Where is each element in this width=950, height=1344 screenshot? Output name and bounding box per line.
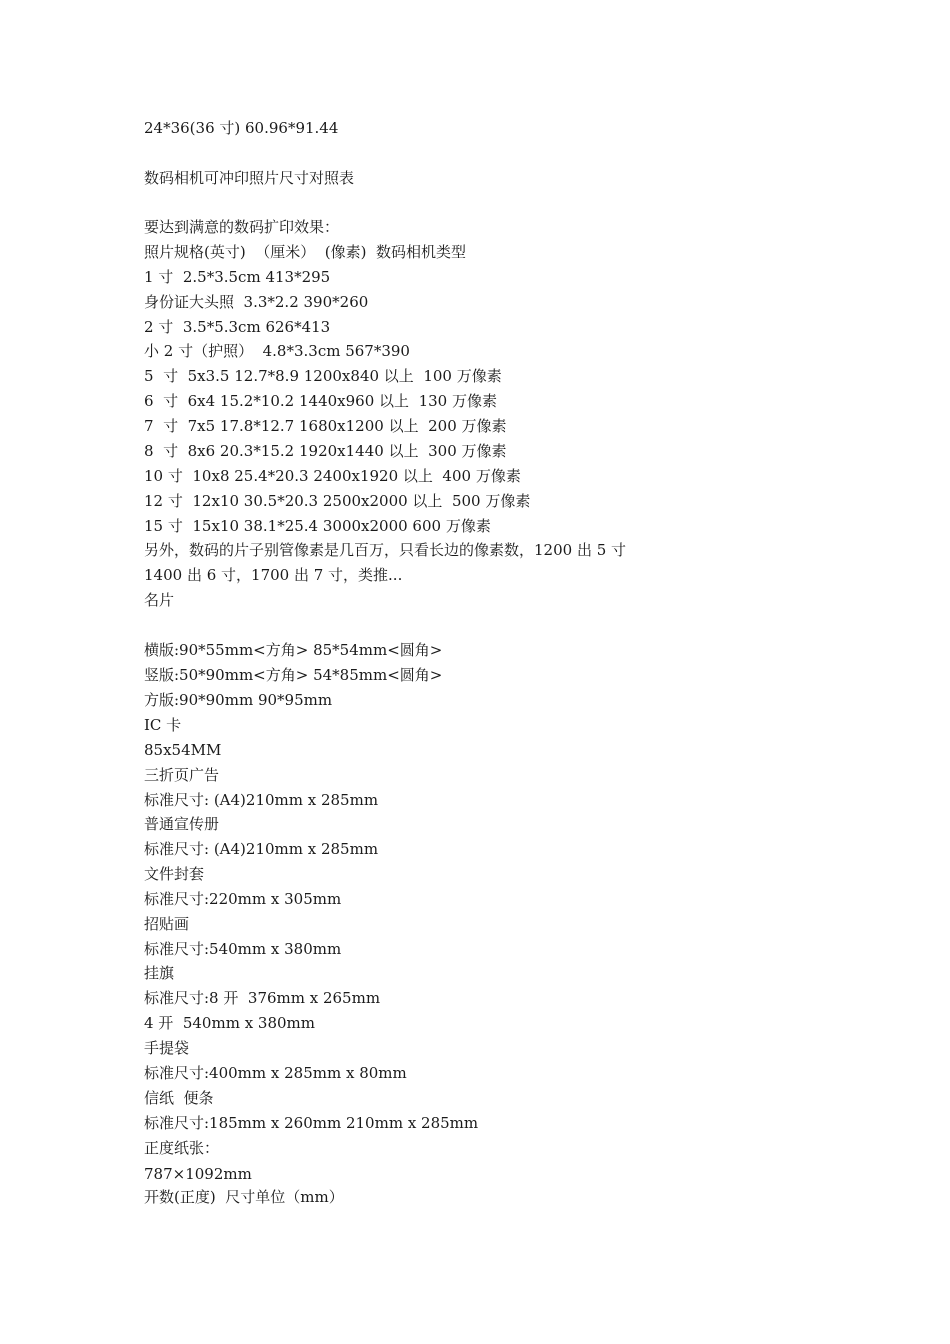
text-line: 开数(正度) 尺寸单位（mm） <box>144 1188 344 1206</box>
text-line: 另外，数码的片子别管像素是几百万，只看长边的像素数，1200 出 5 寸 <box>144 541 627 559</box>
text-line: 85x54MM <box>144 741 222 759</box>
text-line: IC 卡 <box>144 716 182 734</box>
text-line: 信纸 便条 <box>144 1089 214 1107</box>
text-line: 标准尺寸: (A4)210mm x 285mm <box>144 840 379 858</box>
text-line: 挂旗 <box>144 964 175 982</box>
text-line: 竖版:50*90mm<方角> 54*85mm<圆角> <box>144 666 443 684</box>
text-line: 标准尺寸:400mm x 285mm x 80mm <box>144 1064 407 1082</box>
text-line: 照片规格(英寸) （厘米） (像素) 数码相机类型 <box>144 243 467 261</box>
text-line: 6 寸 6x4 15.2*10.2 1440x960 以上 130 万像素 <box>144 392 497 410</box>
text-line: 方版:90*90mm 90*95mm <box>144 691 333 709</box>
text-line: 7 寸 7x5 17.8*12.7 1680x1200 以上 200 万像素 <box>144 417 507 435</box>
text-line: 横版:90*55mm<方角> 85*54mm<圆角> <box>144 641 443 659</box>
text-line: 手提袋 <box>144 1039 190 1057</box>
text-line: 2 寸 3.5*5.3cm 626*413 <box>144 318 331 336</box>
text-line: 标准尺寸:8 开 376mm x 265mm <box>144 989 381 1007</box>
text-line: 三折页广告 <box>144 766 220 784</box>
text-line: 15 寸 15x10 38.1*25.4 3000x2000 600 万像素 <box>144 517 491 535</box>
text-line: 4 开 540mm x 380mm <box>144 1014 315 1032</box>
text-line: 787×1092mm <box>144 1165 252 1183</box>
text-line: 身份证大头照 3.3*2.2 390*260 <box>144 293 369 311</box>
text-line: 10 寸 10x8 25.4*20.3 2400x1920 以上 400 万像素 <box>144 467 521 485</box>
text-line: 文件封套 <box>144 865 205 883</box>
text-line: 8 寸 8x6 20.3*15.2 1920x1440 以上 300 万像素 <box>144 442 507 460</box>
text-line: 数码相机可冲印照片尺寸对照表 <box>144 169 355 187</box>
text-line: 标准尺寸:540mm x 380mm <box>144 940 342 958</box>
text-line: 标准尺寸:185mm x 260mm 210mm x 285mm <box>144 1114 479 1132</box>
text-line: 标准尺寸: (A4)210mm x 285mm <box>144 791 379 809</box>
text-line: 正度纸张： <box>144 1139 220 1157</box>
text-line: 标准尺寸:220mm x 305mm <box>144 890 342 908</box>
text-line: 5 寸 5x3.5 12.7*8.9 1200x840 以上 100 万像素 <box>144 367 502 385</box>
text-line: 小 2 寸（护照） 4.8*3.3cm 567*390 <box>144 342 410 360</box>
text-line: 12 寸 12x10 30.5*20.3 2500x2000 以上 500 万像素 <box>144 492 531 510</box>
text-line: 要达到满意的数码扩印效果： <box>144 218 340 236</box>
text-line: 1 寸 2.5*3.5cm 413*295 <box>144 268 331 286</box>
text-line: 普通宣传册 <box>144 815 220 833</box>
text-line: 招贴画 <box>144 915 190 933</box>
text-line: 24*36(36 寸) 60.96*91.44 <box>144 119 339 137</box>
text-line: 1400 出 6 寸，1700 出 7 寸，类推... <box>144 566 403 584</box>
text-line: 名片 <box>144 591 175 609</box>
